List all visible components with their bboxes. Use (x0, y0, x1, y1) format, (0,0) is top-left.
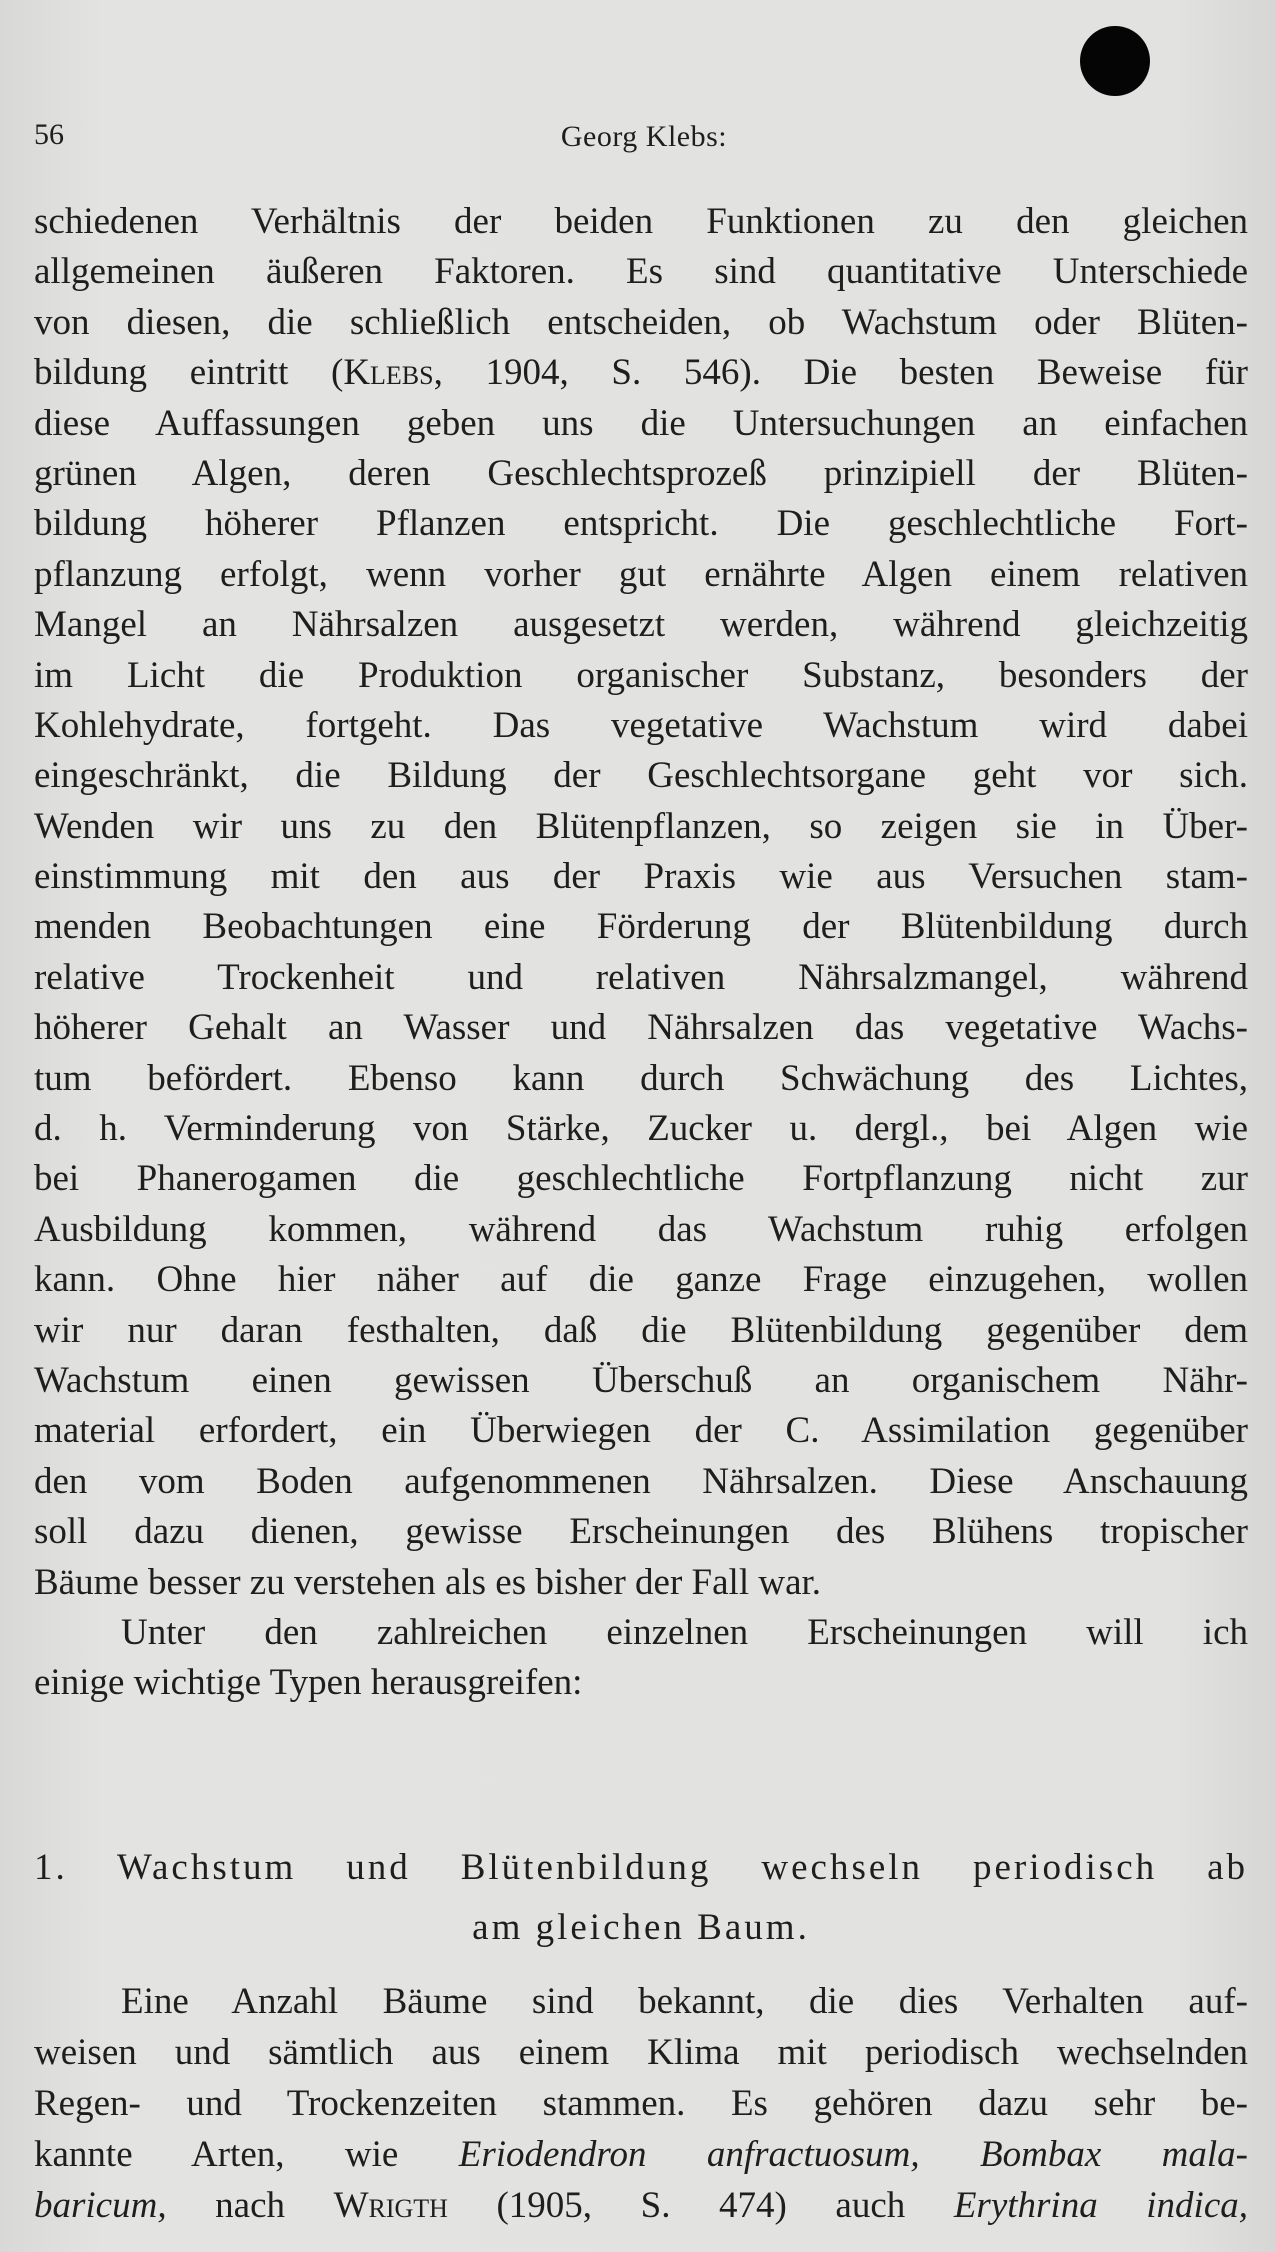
text-line: einstimmung mit den aus der Praxis wie aus Versuchen stam- (34, 856, 1248, 898)
text-line: Eine Anzahl Bäume sind bekannt, die dies Verhalten auf- (121, 1981, 1248, 2022)
body-text-section (34, 1976, 1248, 2231)
punch-hole (1080, 26, 1150, 96)
text-line: höherer Gehalt an Wasser und Nährsalzen das vegetative Wachs- (34, 1007, 1248, 1049)
species-name: Erythrina indica, (953, 2185, 1248, 2226)
text-line: Wachstum einen gewissen Überschuß an organischem Nähr- (34, 1359, 1248, 1401)
section-heading-line: am gleichen Baum. (472, 1907, 810, 1948)
text-line: kann. Ohne hier näher auf die ganze Frage einzugehen, wollen (34, 1259, 1248, 1301)
text-line: den vom Boden aufgenommenen Nährsalzen. Diese Anschauung (34, 1460, 1248, 1502)
text-line: Ausbildung kommen, während das Wachstum ruhig erfolgen (34, 1208, 1248, 1250)
text-line: relative Trockenheit und relativen Nährsalzmangel, während (34, 956, 1248, 998)
text-line: soll dazu dienen, gewisse Erscheinungen des Blühens tropischer (34, 1511, 1248, 1553)
page-header (34, 118, 1254, 168)
text-line: schiedenen Verhältnis der beiden Funktionen zu den gleichen (34, 201, 1248, 242)
text-line: Wenden wir uns zu den Blütenpflanzen, so zeigen sie in Über- (34, 805, 1248, 847)
text-line: grünen Algen, deren Geschlechtsprozeß prinzipiell der Blüten- (34, 452, 1248, 494)
species-name: Eriodendron anfractuosum, Bombax mala- (458, 2134, 1249, 2175)
section-heading (34, 1838, 1248, 1958)
text-line: wir nur daran festhalten, daß die Blütenbildung gegenüber dem (34, 1309, 1248, 1351)
author-name: Wrigth (333, 2185, 448, 2226)
text-line: Unter den zahlreichen einzelnen Erscheinungen will ich (121, 1611, 1248, 1653)
page-number: 56 (34, 118, 64, 151)
text-fragment: kannte Arten, wie (34, 2134, 459, 2175)
text-line (34, 2129, 1248, 2180)
text-line: von diesen, die schließlich entscheiden, ob Wachstum oder Blüten- (34, 301, 1248, 343)
text-line: diese Auffassungen geben uns die Untersuchungen an einfachen (34, 402, 1248, 444)
text-line: bildung höherer Pflanzen entspricht. Die geschlechtliche Fort- (34, 503, 1248, 545)
running-head: Georg Klebs: (560, 120, 728, 153)
text-line: eingeschränkt, die Bildung der Geschlechtsorgane geht vor sich. (34, 755, 1248, 797)
text-line: Mangel an Nährsalzen ausgesetzt werden, während gleichzeitig (34, 604, 1248, 646)
text-line: bildung eintritt (Klebs, 1904, S. 546). Die besten Beweise für (34, 352, 1248, 394)
text-line: allgemeinen äußeren Faktoren. Es sind quantitative Unterschiede (34, 251, 1248, 293)
text-line: pflanzung erfolgt, wenn vorher gut ernährte Algen einem relativen (34, 553, 1248, 595)
text-line: Kohlehydrate, fortgeht. Das vegetative Wachstum wird dabei (34, 704, 1248, 746)
text-line: im Licht die Produktion organischer Substanz, besonders der (34, 654, 1248, 696)
text-line: tum befördert. Ebenso kann durch Schwächung des Lichtes, (34, 1057, 1248, 1099)
text-line: material erfordert, ein Überwiegen der C. Assimilation gegenüber (34, 1410, 1248, 1452)
section-heading-line: 1. Wachstum und Blütenbildung wechseln periodisch ab (34, 1847, 1248, 1888)
text-line: bei Phanerogamen die geschlechtliche Fortpflanzung nicht zur (34, 1158, 1248, 1200)
author-name: Klebs (343, 352, 434, 394)
text-line (34, 2180, 1248, 2231)
text-line: weisen und sämtlich aus einem Klima mit periodisch wechselnden (34, 2032, 1248, 2073)
text-fragment: (1905, S. 474) auch (447, 2185, 954, 2226)
text-line: Regen- und Trockenzeiten stammen. Es gehören dazu sehr be- (34, 2083, 1248, 2124)
text-line: menden Beobachtungen eine Förderung der Blütenbildung durch (34, 906, 1248, 948)
text-line: einige wichtige Typen herausgreifen: (34, 1662, 583, 1704)
text-line: d. h. Verminderung von Stärke, Zucker u. dergl., bei Algen wie (34, 1108, 1248, 1150)
species-name: baricum, (34, 2185, 167, 2226)
text-fragment: nach (166, 2185, 334, 2226)
body-text (34, 197, 1248, 1709)
text-line: Bäume besser zu verstehen als es bisher der Fall war. (34, 1561, 822, 1603)
